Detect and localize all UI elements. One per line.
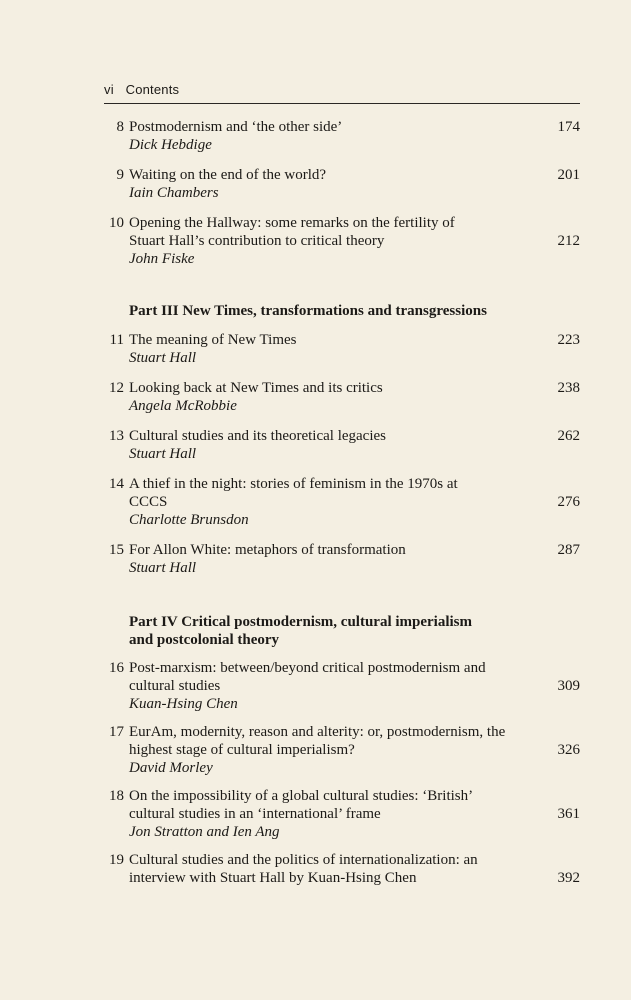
chapter-title-text: cultural studies in an ‘international’ frame — [129, 806, 381, 822]
header-rule — [104, 103, 580, 104]
chapter-author: Stuart Hall — [129, 350, 197, 366]
toc-entry — [104, 331, 580, 367]
toc-entry — [104, 787, 580, 841]
chapter-title-text: EurAm, modernity, reason and alterity: or, postmodernism, the — [129, 724, 506, 740]
part-heading-4-line-2: and postcolonial theory — [129, 632, 280, 648]
chapter-title-text: Looking back at New Times and its critics — [129, 380, 383, 396]
toc-entry-title-line — [104, 493, 580, 511]
chapter-author: Dick Hebdige — [129, 137, 212, 153]
running-head-title: Contents — [125, 82, 180, 97]
toc-entry-title-line — [104, 541, 580, 559]
chapter-title-text: Post-marxism: between/beyond critical postmodernism and — [129, 660, 486, 676]
toc-entry — [104, 723, 580, 777]
toc-entry-title-line — [104, 869, 580, 887]
part-heading-4 — [129, 613, 569, 649]
chapter-title-text: highest stage of cultural imperialism? — [129, 742, 355, 758]
chapter-number: 13 — [109, 428, 124, 444]
chapter-author: David Morley — [129, 760, 213, 776]
chapter-author: Kuan-Hsing Chen — [129, 696, 238, 712]
chapter-author: Stuart Hall — [129, 446, 197, 462]
chapter-author: Charlotte Brunsdon — [129, 512, 249, 528]
chapter-author: Jon Stratton and Ien Ang — [129, 824, 280, 840]
toc-entry — [104, 118, 580, 154]
toc-entry — [104, 475, 580, 529]
chapter-title-text: Cultural studies and its theoretical legacies — [129, 428, 387, 444]
toc-entry-title-line — [104, 166, 580, 184]
toc-entry-title-line — [104, 475, 580, 493]
page-number: 326 — [557, 742, 580, 758]
toc-entry-title-line — [104, 427, 580, 445]
chapter-number: 19 — [109, 852, 124, 868]
chapter-title-text: Stuart Hall’s contribution to critical theory — [129, 233, 385, 249]
chapter-number: 12 — [109, 380, 124, 396]
toc-entry-title-line — [104, 851, 580, 869]
page-number: 287 — [557, 542, 580, 558]
toc-entry — [104, 166, 580, 202]
toc-entry-title-line — [104, 723, 580, 741]
chapter-title-text: For Allon White: metaphors of transformation — [129, 542, 406, 558]
page-number: 276 — [557, 494, 580, 510]
toc-entry — [104, 659, 580, 713]
chapter-title-text: Cultural studies and the politics of internationalization: an — [129, 852, 478, 868]
toc-entry-title-line — [104, 214, 580, 232]
chapter-author: Stuart Hall — [129, 560, 197, 576]
toc-entry-title-line — [104, 379, 580, 397]
toc-entry-title-line — [104, 331, 580, 349]
chapter-number: 8 — [116, 119, 124, 135]
toc-entry — [104, 851, 580, 887]
page-number: 223 — [557, 332, 580, 348]
page-number: 309 — [557, 678, 580, 694]
chapter-number: 16 — [109, 660, 124, 676]
chapter-number: 10 — [109, 215, 124, 231]
page-number: 201 — [557, 167, 580, 183]
toc-entry — [104, 214, 580, 268]
chapter-title-text: Postmodernism and ‘the other side’ — [129, 119, 343, 135]
page-number: 361 — [557, 806, 580, 822]
part-heading-4-line-1: Part IV Critical postmodernism, cultural imperialism — [129, 614, 473, 630]
toc-entry — [104, 427, 580, 463]
toc-entry-title-line — [104, 118, 580, 136]
chapter-number: 11 — [109, 332, 124, 348]
chapter-author: Iain Chambers — [129, 185, 219, 201]
chapter-number: 14 — [109, 476, 124, 492]
chapter-number: 9 — [116, 167, 124, 183]
page-label: vi — [104, 82, 114, 97]
chapter-title-text: CCCS — [129, 494, 168, 510]
chapter-title-text: interview with Stuart Hall by Kuan-Hsing Chen — [129, 870, 417, 886]
page-number: 174 — [557, 119, 580, 135]
page-number: 238 — [557, 380, 580, 396]
chapter-title-text: Waiting on the end of the world? — [129, 167, 327, 183]
toc-entry — [104, 379, 580, 415]
toc-entry-title-line — [104, 741, 580, 759]
toc-entry-title-line — [104, 677, 580, 695]
page-number: 392 — [557, 870, 580, 886]
toc-entry — [104, 541, 580, 577]
chapter-title-text: A thief in the night: stories of feminism in the 1970s at — [129, 476, 458, 492]
toc-entry-title-line — [104, 805, 580, 823]
page-number: 262 — [557, 428, 580, 444]
chapter-title-text: cultural studies — [129, 678, 221, 694]
chapter-number: 18 — [109, 788, 124, 804]
chapter-number: 15 — [109, 542, 124, 558]
part-heading-3: Part III New Times, transformations and transgressions — [129, 303, 487, 319]
toc-entry-title-line — [104, 232, 580, 250]
chapter-author: John Fiske — [129, 251, 195, 267]
chapter-author: Angela McRobbie — [129, 398, 237, 414]
chapter-number: 17 — [109, 724, 124, 740]
toc-entry-title-line — [104, 659, 580, 677]
chapter-title-text: On the impossibility of a global cultural studies: ‘British’ — [129, 788, 474, 804]
chapter-title-text: The meaning of New Times — [129, 332, 297, 348]
running-head — [104, 82, 179, 97]
chapter-title-text: Opening the Hallway: some remarks on the fertility of — [129, 215, 455, 231]
toc-entry-title-line — [104, 787, 580, 805]
page-number: 212 — [557, 233, 580, 249]
